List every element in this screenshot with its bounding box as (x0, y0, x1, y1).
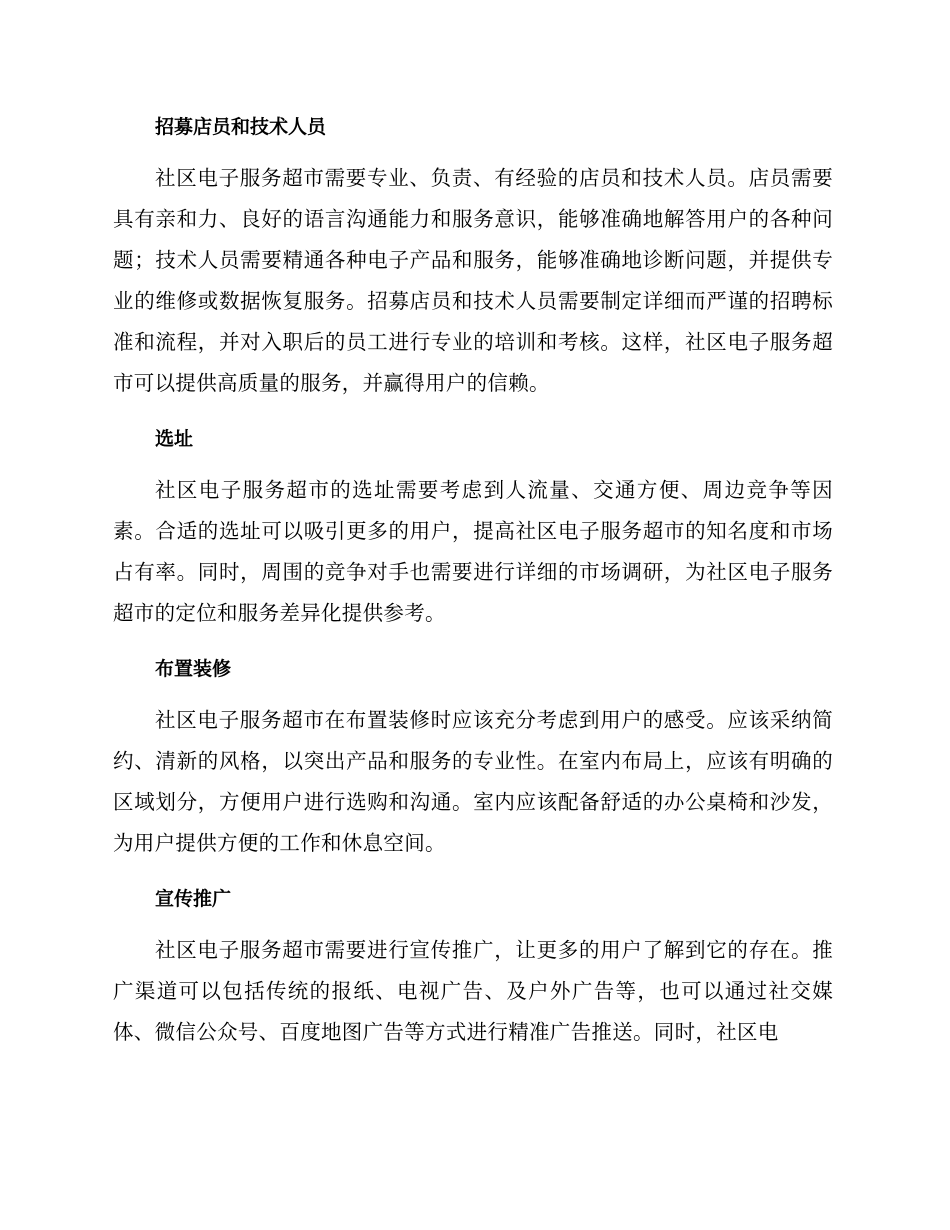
section-body-promotion: 社区电子服务超市需要进行宣传推广，让更多的用户了解到它的存在。推广渠道可以包括传统的报纸、电视广告、及户外广告等，也可以通过社交媒体、微信公众号、百度地图广告等方式进行精准广告推送。同时，社区电 (113, 938, 833, 1044)
section-body-site-selection: 社区电子服务超市的选址需要考虑到人流量、交通方便、周边竞争等因素。合适的选址可以吸引更多的用户，提高社区电子服务超市的知名度和市场占有率。同时，周围的竞争对手也需要进行详细的市场调研，为社区电子服务超市的定位和服务差异化提供参考。 (113, 478, 833, 625)
document-content (113, 112, 833, 1053)
section-heading-promotion: 宣传推广 (155, 888, 232, 910)
section-heading-site-selection: 选址 (155, 428, 194, 450)
section-heading-recruitment: 招募店员和技术人员 (155, 116, 327, 138)
section-heading-decoration: 布置装修 (155, 658, 232, 680)
section-body-decoration: 社区电子服务超市在布置装修时应该充分考虑到用户的感受。应该采纳简约、清新的风格，以突出产品和服务的专业性。在室内布局上，应该有明确的区域划分，方便用户进行选购和沟通。室内应该配备舒适的办公桌椅和沙发，为用户提供方便的工作和休息空间。 (113, 708, 833, 855)
section-body-recruitment: 社区电子服务超市需要专业、负责、有经验的店员和技术人员。店员需要具有亲和力、良好的语言沟通能力和服务意识，能够准确地解答用户的各种问题；技术人员需要精通各种电子产品和服务，能够准确地诊断问题，并提供专业的维修或数据恢复服务。招募店员和技术人员需要制定详细而严谨的招聘标准和流程，并对入职后的员工进行专业的培训和考核。这样，社区电子服务超市可以提供高质量的服务，并赢得用户的信赖。 (113, 166, 833, 395)
